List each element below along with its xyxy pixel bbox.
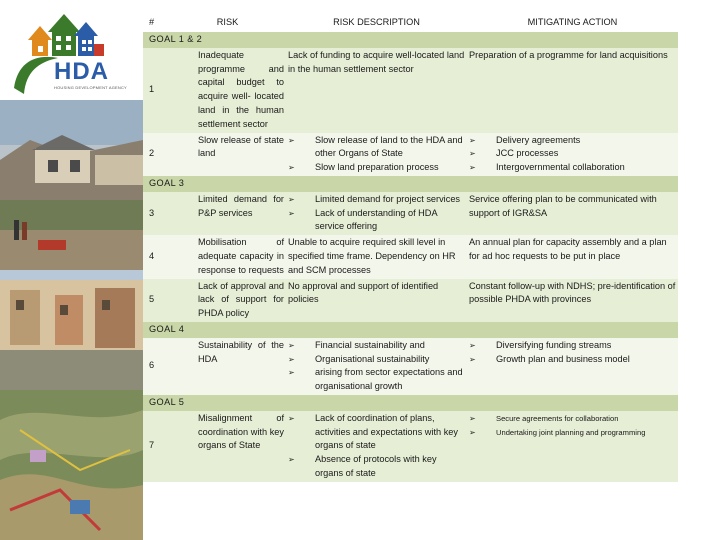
header-num: # xyxy=(143,14,169,32)
risk-description-cell: Unable to acquire required skill level in specified time frame. Dependency on HR and SCM processes xyxy=(286,235,467,278)
logo-subtext: HOUSING DEVELOPMENT AGENCY xyxy=(54,85,127,90)
list-item: ➢ Organisational sustainability xyxy=(288,353,465,367)
list-item: ➢ Slow release of land to the HDA and other Organs of State xyxy=(288,134,463,159)
row-number: 5 xyxy=(143,279,169,322)
table-row xyxy=(143,411,678,482)
list-item: ➢ Growth plan and business model xyxy=(469,353,676,367)
goal-row xyxy=(143,176,678,192)
list-item: ➢ Financial sustainability and xyxy=(288,339,465,353)
arrow-bullet-icon: ➢ xyxy=(469,427,476,437)
risk-cell: Lack of approval and lack of support for PHDA policy xyxy=(169,279,286,322)
left-image-column xyxy=(0,0,143,540)
risk-description-cell: Lack of funding to acquire well-located land in the human settlement sector xyxy=(286,48,467,133)
list-item: ➢ Limited demand for project services xyxy=(288,193,465,207)
mitigating-action-cell: Service offering plan to be communicated with support of IGR&SA xyxy=(467,192,678,235)
list-item: ➢ Undertaking joint planning and programming xyxy=(469,426,676,440)
risk-description-cell xyxy=(286,192,467,235)
mitigating-action-cell xyxy=(467,338,678,395)
mitigating-action-cell: Constant follow-up with NDHS; pre-identification of possible PHDA with provinces xyxy=(467,279,678,322)
list-item: ➢ Diversifying funding streams xyxy=(469,339,676,353)
arrow-bullet-icon: ➢ xyxy=(469,354,476,364)
arrow-bullet-icon: ➢ xyxy=(469,135,476,145)
list-item: ➢ Delivery agreements xyxy=(469,134,676,148)
risk-cell: Sustainability of the HDA xyxy=(169,338,286,395)
table-header-row xyxy=(143,14,678,32)
arrow-bullet-icon: ➢ xyxy=(469,413,476,423)
photo-houses-street xyxy=(0,100,143,270)
row-number: 6 xyxy=(143,338,169,395)
arrow-bullet-icon: ➢ xyxy=(288,413,295,423)
arrow-bullet-icon: ➢ xyxy=(288,340,295,350)
row-number: 1 xyxy=(143,48,169,133)
list-item: ➢ arising from sector expectations and organisational growth xyxy=(288,367,463,392)
mitigating-action-cell xyxy=(467,411,678,482)
table-row xyxy=(143,338,678,395)
arrow-bullet-icon: ➢ xyxy=(469,163,476,173)
row-number: 2 xyxy=(143,133,169,176)
goal-label: GOAL 1 & 2 xyxy=(143,32,678,48)
risk-cell: Limited demand for P&P services xyxy=(169,192,286,235)
table-row xyxy=(143,192,678,235)
goal-row xyxy=(143,32,678,48)
risk-cell: Inadequate programme and capital budget to acquire well- located land in the human settlement sector xyxy=(169,48,286,133)
arrow-bullet-icon: ➢ xyxy=(469,149,476,159)
table-row xyxy=(143,235,678,278)
header-risk: RISK xyxy=(169,14,286,32)
arrow-bullet-icon: ➢ xyxy=(469,340,476,350)
row-number: 4 xyxy=(143,235,169,278)
goal-row xyxy=(143,395,678,411)
header-risk-description: RISK DESCRIPTION xyxy=(286,14,467,32)
goal-row xyxy=(143,322,678,338)
hda-logo xyxy=(8,10,133,100)
arrow-bullet-icon: ➢ xyxy=(288,368,295,378)
row-number: 3 xyxy=(143,192,169,235)
list-item: ➢ Absence of protocols with key organs of state xyxy=(288,454,437,478)
risk-description-cell xyxy=(286,338,467,395)
row-number: 7 xyxy=(143,411,169,482)
mitigating-action-cell: An annual plan for capacity assembly and a plan for ad hoc requests to be put in place xyxy=(467,235,678,278)
risk-cell: Slow release of state land xyxy=(169,133,286,176)
risk-cell: Mobilisation of adequate capacity in response to requests xyxy=(169,235,286,278)
logo-text: HDA xyxy=(54,58,109,85)
risk-cell: Misalignment of coordination with key organs of State xyxy=(169,411,286,482)
mitigating-action-cell xyxy=(467,133,678,176)
arrow-bullet-icon: ➢ xyxy=(288,455,295,465)
photo-aerial-view xyxy=(0,390,143,540)
list-item: ➢ Lack of coordination of plans, activities and expectations with key organs of state xyxy=(288,412,458,451)
risk-table xyxy=(143,14,678,482)
arrow-bullet-icon: ➢ xyxy=(288,194,295,204)
list-item: ➢ Lack of understanding of HDA service offering xyxy=(288,207,438,232)
goal-label: GOAL 5 xyxy=(143,395,678,411)
arrow-bullet-icon: ➢ xyxy=(288,208,295,218)
photo-row-houses xyxy=(0,270,143,390)
table-row xyxy=(143,133,678,176)
arrow-bullet-icon: ➢ xyxy=(288,135,295,145)
table-row xyxy=(143,279,678,322)
list-item: ➢ Slow land preparation process xyxy=(288,161,465,175)
list-item: ➢ Secure agreements for collaboration xyxy=(469,412,676,426)
risk-description-cell: No approval and support of identified policies xyxy=(286,279,467,322)
mitigating-action-cell: Preparation of a programme for land acquisitions xyxy=(467,48,678,133)
arrow-bullet-icon: ➢ xyxy=(288,354,295,364)
header-mitigating-action: MITIGATING ACTION xyxy=(467,14,678,32)
goal-label: GOAL 3 xyxy=(143,176,678,192)
table-row xyxy=(143,48,678,133)
arrow-bullet-icon: ➢ xyxy=(288,163,295,173)
list-item: ➢ Intergovernmental collaboration xyxy=(469,161,676,175)
risk-description-cell xyxy=(286,411,467,482)
list-item: ➢ JCC processes xyxy=(469,147,676,161)
goal-label: GOAL 4 xyxy=(143,322,678,338)
risk-description-cell xyxy=(286,133,467,176)
